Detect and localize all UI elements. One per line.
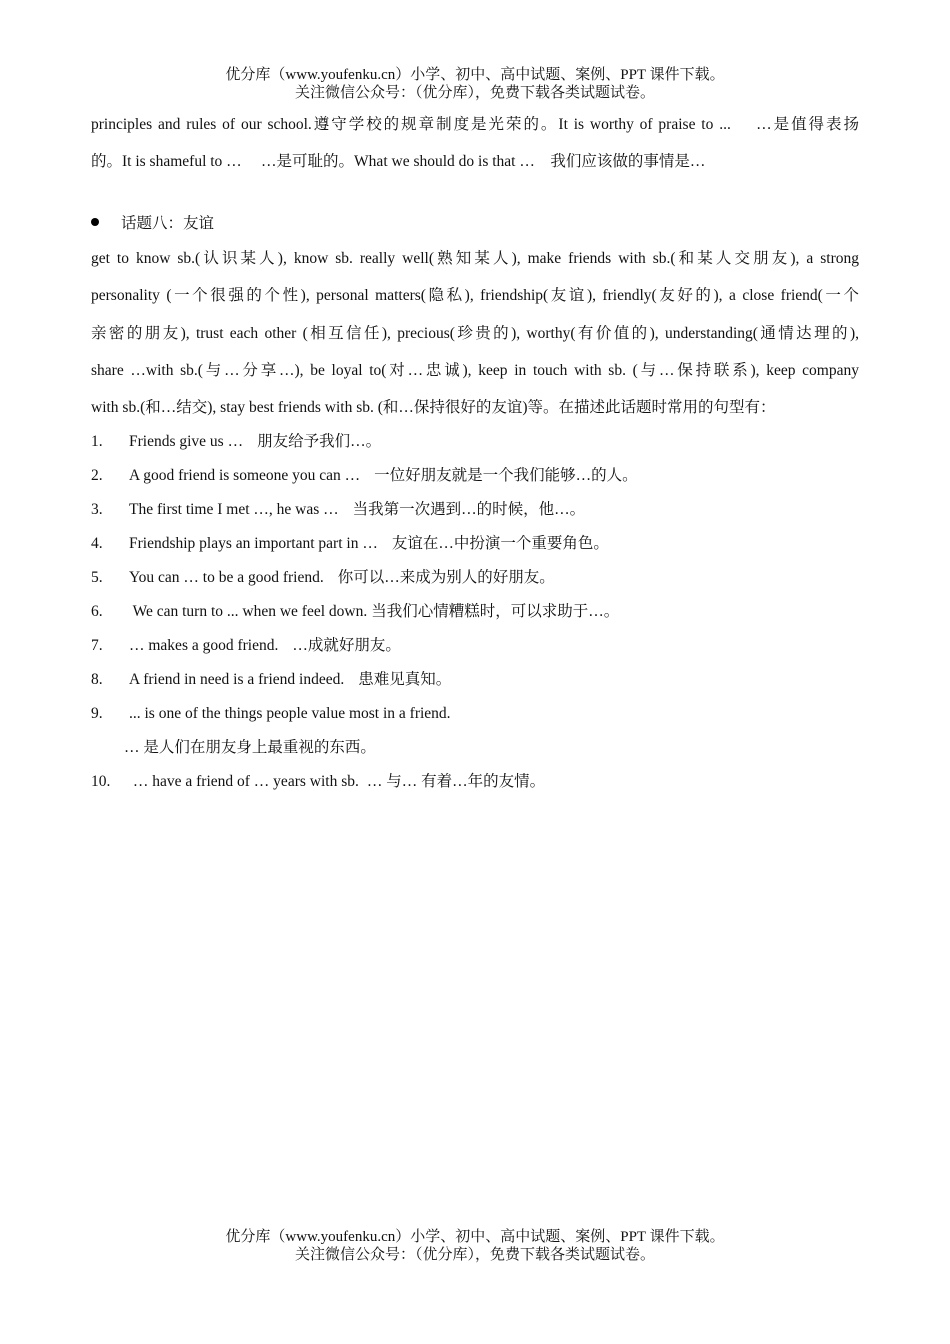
header-line-1: 优分库（www.youfenku.cn）小学、初中、高中试题、案例、PPT 课件下载。 [225, 67, 725, 83]
vocab-line: with sb.(和…结交), stay best friends with sb. (和…保持很好的友谊)等。在描述此话题时常用的句型有： [91, 399, 776, 417]
list-item: 10. … have a friend of … years with sb. … 与… 有着…年的友情。 [91, 773, 546, 790]
header-line-2: 关注微信公众号：（优分库），免费下载各类试题试卷。 [294, 85, 655, 101]
vocab-line: get to know sb.(认识某人), know sb. really well(熟知某人), make friends with sb.(和某人交朋友), a strong [91, 250, 859, 267]
vocab-line: 亲密的朋友), trust each other (相互信任), precious(珍贵的), worthy(有价值的), understanding(通情达理的), [91, 324, 859, 342]
list-item: 9. ... is one of the things people value most in a friend. [91, 705, 451, 722]
list-item: 6. We can turn to ... when we feel down. 当我们心情糟糕时，可以求助于…。 [91, 603, 620, 620]
list-item: 2. A good friend is someone you can … 一位好朋友就是一个我们能够…的人。 [91, 467, 638, 484]
list-item: 5. You can … to be a good friend. 你可以…来成为别人的好朋友。 [91, 569, 555, 586]
topic-title: 话题八：友谊 [121, 215, 215, 232]
vocab-paragraph [91, 240, 859, 426]
footer-line-2: 关注微信公众号：（优分库），免费下载各类试题试卷。 [294, 1247, 655, 1263]
list-item: 1. Friends give us … 朋友给予我们…。 [91, 433, 382, 450]
vocab-line: share …with sb.(与…分享…), be loyal to(对…忠诚), keep in touch with sb. (与…保持联系), keep company [91, 361, 859, 379]
list-item: 8. A friend in need is a friend indeed. 患难见真知。 [91, 671, 452, 688]
vocab-line: personality (一个很强的个性), personal matters(隐私), friendship(友谊), friendly(友好的), a close friend(一个 [91, 287, 859, 305]
list-item: 7. … makes a good friend. …成就好朋友。 [91, 637, 401, 654]
page-footer [0, 1228, 950, 1264]
list-item: 4. Friendship plays an important part in … 友谊在…中扮演一个重要角色。 [91, 535, 609, 552]
intro-line-2: 的。It is shameful to … …是可耻的。What we should do is that … 我们应该做的事情是… [91, 153, 706, 170]
bullet-icon [91, 218, 99, 226]
intro-paragraph [91, 106, 859, 180]
list-item-translation: … 是人们在朋友身上最重视的东西。 [124, 739, 376, 756]
page-header [0, 66, 950, 102]
footer-line-1: 优分库（www.youfenku.cn）小学、初中、高中试题、案例、PPT 课件下载。 [225, 1229, 725, 1245]
list-item: 3. The first time I met …, he was … 当我第一次遇到…的时候，他…。 [91, 501, 586, 518]
intro-line-1: principles and rules of our school.遵守学校的规章制度是光荣的。It is worthy of praise to ... …是值得表扬 [91, 116, 859, 133]
topic-heading [91, 212, 214, 236]
sentence-pattern-list [91, 430, 859, 804]
